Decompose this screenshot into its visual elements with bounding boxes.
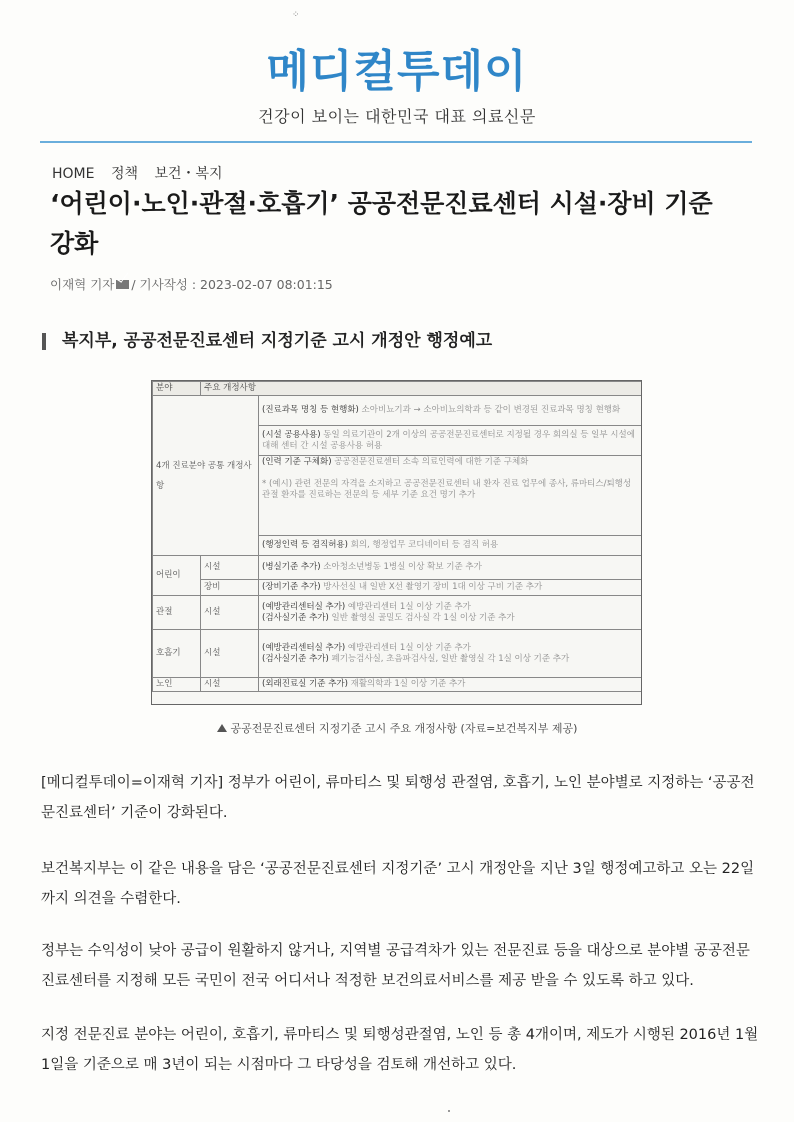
table-header-changes: 주요 개정사항 xyxy=(201,382,642,396)
image-caption: 공공전문진료센터 지정기준 고시 주요 개정사항 (자료=보건복지부 제공) xyxy=(0,720,794,736)
article-byline xyxy=(50,275,333,293)
table-row: (예방관리센터실 추가) 예방관리센터 1실 이상 기준 추가 (검사실기준 추가) 폐기능검사실, 초음파검사실, 일반 촬영실 각 1실 이상 기준 추가 xyxy=(259,630,642,678)
author-name[interactable]: 이재혁 기자 xyxy=(50,277,115,292)
masthead xyxy=(0,0,794,142)
table-row: (인력 기준 구체화) 공공전문진료센터 소속 의료인력에 대한 기준 구체화 * (예시) 관련 전문의 자격을 소지하고 공공전문진료센터 내 환자 진료 업무에 종사, 류마티스/퇴행성 관절 환자를 진료하는 전문의 등 세부 기준 요건 명기 추가 xyxy=(259,456,642,536)
article-subheading: 복지부, 공공전문진료센터 지정기준 고시 개정안 행정예고 xyxy=(62,331,493,351)
table-field-children: 어린이 xyxy=(153,556,201,596)
table-field-joint: 관절 xyxy=(153,596,201,630)
table-row: (진료과목 명칭 등 현행화) 소아비뇨기과 → 소아비뇨의학과 등 같이 변경된 진료과목 명칭 현행화 xyxy=(259,396,642,426)
mail-icon[interactable] xyxy=(116,280,129,289)
table-row: (예방관리센터실 추가) 예방관리센터 1실 이상 기준 추가 (검사실기준 추가) 일반 촬영실 골밀도 검사실 각 1실 이상 기준 추가 xyxy=(259,596,642,630)
masthead-divider xyxy=(40,141,752,143)
scan-speck-bottom xyxy=(448,1110,450,1112)
table-row: (행정인력 등 겸직허용) 회의, 행정업무 코디네이터 등 겸직 허용 xyxy=(259,536,642,556)
table-row: (시설 공용사용) 동일 의료기관이 2개 이상의 공공전문진료센터로 지정될 경우 회의실 등 일부 시설에 대해 센터 간 시설 공용사용 허용 xyxy=(259,426,642,456)
table-common-label: 4개 진료분야 공통 개정사항 xyxy=(153,396,259,556)
breadcrumb-home[interactable]: HOME xyxy=(52,166,95,182)
table-row: (병실기준 추가) 소아청소년병동 1병실 이상 확보 기준 추가 xyxy=(259,556,642,580)
revision-table: 분야 주요 개정사항 4개 진료분야 공통 개정사항 (진료과목 명칭 등 현행화) 소아비뇨기과 → 소아비뇨의학과 등 같이 변경된 진료과목 명칭 현행화 (시설 공용사용) 동일 의료기관이 2개 이상의 공공전문진료센터로 지정될 경우 회의실 등 일부 시설에 대해 센터 간 시설 공용사용 허용 (인력 기준 구체화) 공공전문진료센터 소속 의료인력에 대한 기준 구체화 * (예시) 관련 전문의 자격을 소지하고 공공전문진료센터 내 환자 진료 업무에 종사, 류마티스/퇴행성 관절 환자를 진료하는 전문의 등 세부 기준 요건 명기 추가 (행정인력 등 겸직허용) 회의, 행정업무 코디네이터 등 겸직 허용 어린이 시설 (병실기준 추가) 소아청소년병동 1병실 이상 확보 기준 추가 장비 (장비기준 추가) 방사선실 내 일반 X선 촬영기 장비 1대 이상 구비 기준 추가 관절 시설 (예방관리센터실 추가) 예방관리센터 1실 이상 기준 추가 (검사실기준 추가) 일반 촬영실 골밀도 검사실 각 1실 이상 기준 추가 호흡기 시설 (예방관리센터실 추가) 예방관리센터 1실 이상 기준 추가 (검사실기준 추가) 폐기능검사실, 초음파검사실, 일반 촬영실 각 1실 이상 기준 추가 노인 시설 (외래진료실 기준 추가) 재활의학과 1실 이상 기준 추가 xyxy=(152,381,642,692)
breadcrumb-health-welfare[interactable]: 보건・복지 xyxy=(154,166,223,182)
article-paragraph-3: 정부는 수익성이 낮아 공급이 원활하지 않거나, 지역별 공급격차가 있는 전문진료 등을 대상으로 분야별 공공전문진료센터를 지정해 모든 국민이 전국 어디서나 적정한 보건의료서비스를 제공 받을 수 있도록 하고 있다. xyxy=(41,943,750,989)
table-field-elderly: 노인 xyxy=(153,678,201,692)
article-title: ‘어린이·노인·관절·호흡기’ 공공전문진료센터 시설·장비 기준 강화 xyxy=(50,189,713,258)
breadcrumb-policy[interactable]: 정책 xyxy=(110,166,138,182)
site-logo[interactable]: 메디컬투데이 xyxy=(266,46,528,97)
article-paragraph-4: 지정 전문진료 분야는 어린이, 호흡기, 류마티스 및 퇴행성관절염, 노인 등 총 4개이며, 제도가 시행된 2016년 1월 1일을 기준으로 매 3년이 되는 시점마다 그 타당성을 검토해 개선하고 있다. xyxy=(41,1027,759,1073)
article-date: / 기사작성 : 2023-02-07 08:01:15 xyxy=(131,277,333,292)
scan-speck: ⁘ xyxy=(292,10,300,20)
revision-table-image xyxy=(151,380,642,705)
table-row: (외래진료실 기준 추가) 재활의학과 1실 이상 기준 추가 xyxy=(259,678,642,692)
breadcrumb xyxy=(52,163,235,183)
article-paragraph-1: [메디컬투데이=이재혁 기자] 정부가 어린이, 류마티스 및 퇴행성 관절염, 호흡기, 노인 분야별로 지정하는 ‘공공전문진료센터’ 기준이 강화된다. xyxy=(41,775,755,821)
subheading-bar xyxy=(42,333,46,350)
triangle-up-icon xyxy=(217,724,227,732)
site-tagline: 건강이 보이는 대한민국 대표 의료신문 xyxy=(258,107,536,126)
article-paragraph-2: 보건복지부는 이 같은 내용을 담은 ‘공공전문진료센터 지정기준’ 고시 개정안을 지난 3일 행정예고하고 오는 22일까지 의견을 수렴한다. xyxy=(41,861,755,907)
table-row: (장비기준 추가) 방사선실 내 일반 X선 촬영기 장비 1대 이상 구비 기준 추가 xyxy=(259,580,642,596)
table-field-respiratory: 호흡기 xyxy=(153,630,201,678)
table-header-field: 분야 xyxy=(153,382,201,396)
